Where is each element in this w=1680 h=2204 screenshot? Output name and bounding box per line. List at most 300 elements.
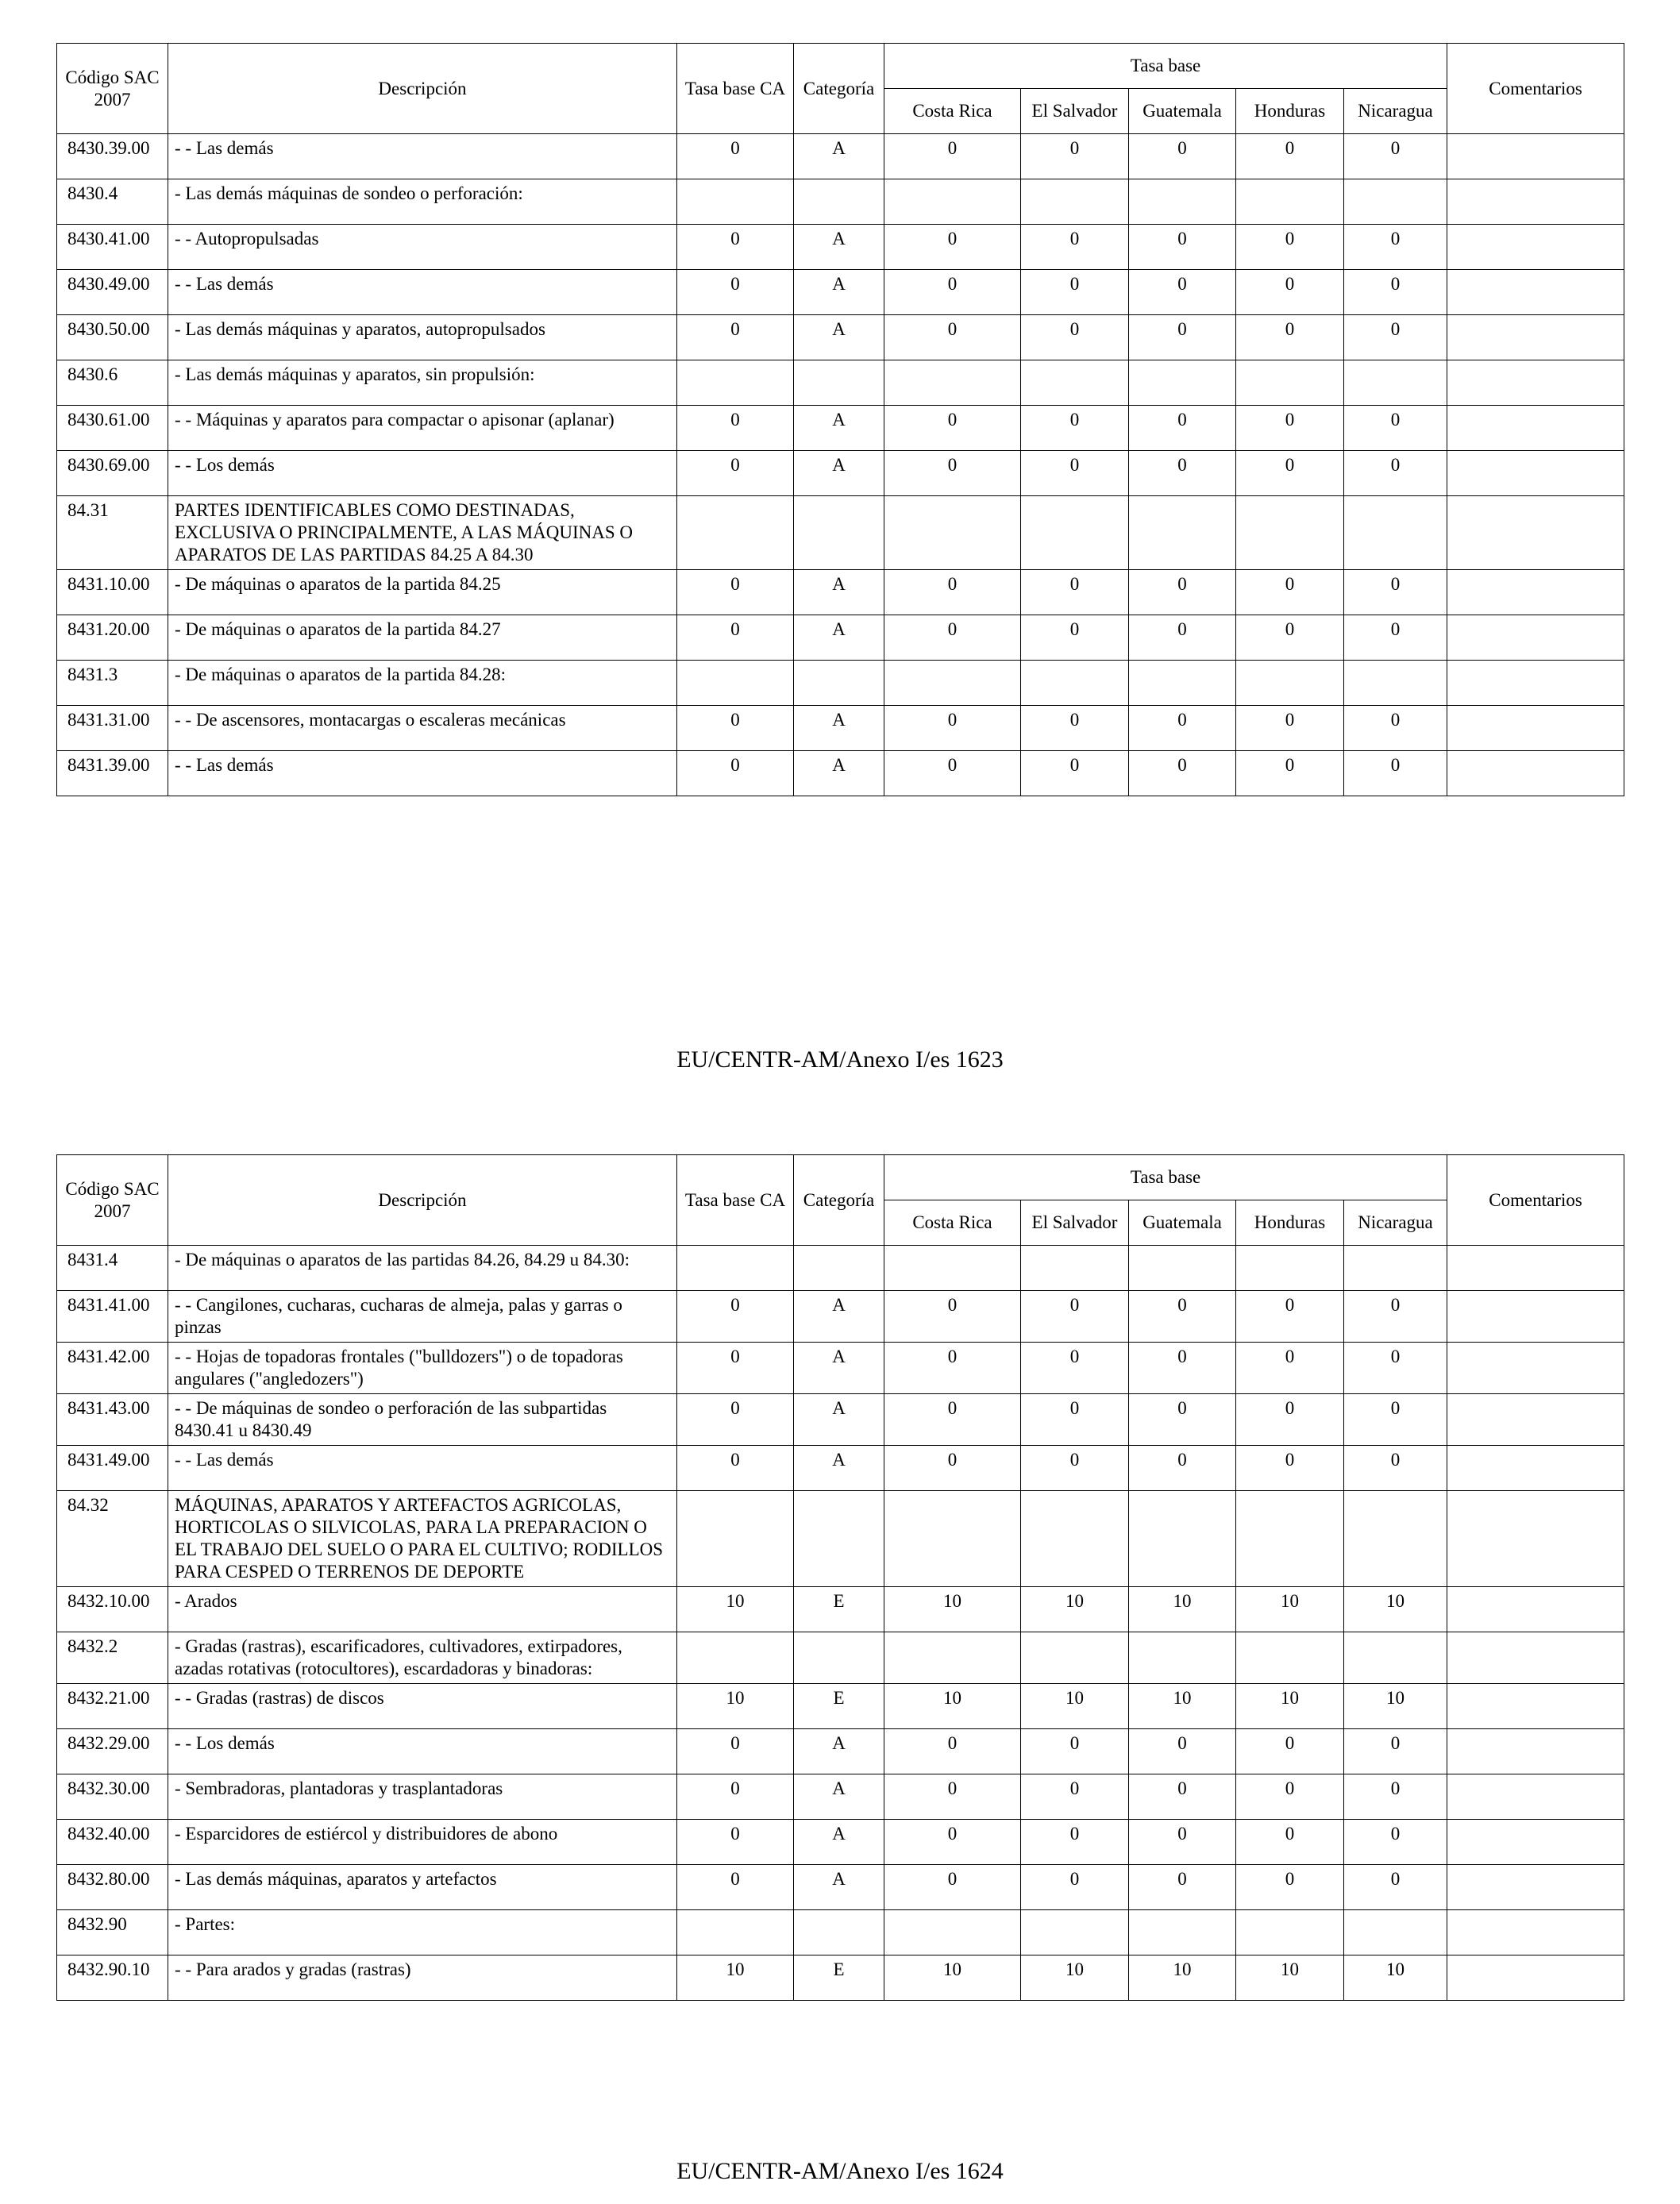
comentarios [1447, 1684, 1624, 1729]
table-row [57, 1910, 1624, 1955]
description: - - Cangilones, cucharas, cucharas de almeja, palas y garras o pinzas [168, 1291, 677, 1343]
table-row [57, 751, 1624, 796]
tariff-code: 8430.41.00 [57, 225, 168, 270]
categoria: E [794, 1955, 884, 2001]
table-row [57, 496, 1624, 570]
tasa-base-ca [677, 1246, 794, 1291]
table-row [57, 1820, 1624, 1865]
tariff-code: 8431.41.00 [57, 1291, 168, 1343]
rate-el-salvador: 0 [1021, 134, 1129, 179]
rate-honduras: 0 [1236, 706, 1344, 751]
tariff-code: 8431.4 [57, 1246, 168, 1291]
table-row [57, 1491, 1624, 1587]
description: - - De ascensores, montacargas o escaleras mecánicas [168, 706, 677, 751]
rate-honduras [1236, 179, 1344, 225]
comentarios [1447, 1446, 1624, 1491]
rate-el-salvador [1021, 1246, 1129, 1291]
rate-guatemala: 0 [1129, 1729, 1236, 1774]
categoria: A [794, 1729, 884, 1774]
rate-el-salvador: 0 [1021, 1774, 1129, 1820]
comentarios [1447, 661, 1624, 706]
rate-honduras: 0 [1236, 1343, 1344, 1394]
comentarios [1447, 1291, 1624, 1343]
rate-costa-rica: 0 [884, 225, 1021, 270]
header-codigo: Código SAC 2007 [57, 1155, 168, 1246]
tasa-base-ca: 0 [677, 1446, 794, 1491]
rate-costa-rica: 0 [884, 615, 1021, 661]
page-footer-1623: EU/CENTR-AM/Anexo I/es 1623 [676, 1046, 1004, 1073]
tariff-code: 8431.42.00 [57, 1343, 168, 1394]
comentarios [1447, 570, 1624, 615]
rate-costa-rica [884, 360, 1021, 406]
rate-nicaragua [1344, 1632, 1447, 1684]
page-footer-1624: EU/CENTR-AM/Anexo I/es 1624 [676, 2158, 1004, 2184]
description: - Sembradoras, plantadoras y trasplantadoras [168, 1774, 677, 1820]
categoria: A [794, 1446, 884, 1491]
rate-guatemala: 0 [1129, 570, 1236, 615]
description: MÁQUINAS, APARATOS Y ARTEFACTOS AGRICOLAS, HORTICOLAS O SILVICOLAS, PARA LA PREPARACION O EL TRABAJO DEL SUELO O PARA EL CULTIVO; RODILLOS PARA CESPED O TERRENOS DE DEPORTE [168, 1491, 677, 1587]
tariff-code: 8432.21.00 [57, 1684, 168, 1729]
description: - - Las demás [168, 751, 677, 796]
table-row [57, 570, 1624, 615]
tariff-code: 8431.49.00 [57, 1446, 168, 1491]
tariff-code: 8430.49.00 [57, 270, 168, 315]
header-guatemala: Guatemala [1129, 1200, 1236, 1246]
description: - De máquinas o aparatos de la partida 84.27 [168, 615, 677, 661]
rate-el-salvador: 0 [1021, 1343, 1129, 1394]
rate-nicaragua [1344, 360, 1447, 406]
rate-nicaragua: 0 [1344, 134, 1447, 179]
tariff-code: 84.31 [57, 496, 168, 570]
tasa-base-ca [677, 1491, 794, 1587]
table-row [57, 406, 1624, 451]
rate-guatemala: 0 [1129, 134, 1236, 179]
categoria [794, 179, 884, 225]
tasa-base-ca: 0 [677, 270, 794, 315]
rate-el-salvador: 0 [1021, 706, 1129, 751]
tariff-code: 8432.10.00 [57, 1587, 168, 1632]
categoria: A [794, 1865, 884, 1910]
table-row [57, 315, 1624, 360]
rate-honduras [1236, 1910, 1344, 1955]
rate-el-salvador [1021, 360, 1129, 406]
description: - - Gradas (rastras) de discos [168, 1684, 677, 1729]
comentarios [1447, 360, 1624, 406]
rate-guatemala: 0 [1129, 451, 1236, 496]
rate-honduras [1236, 661, 1344, 706]
tariff-code: 8432.40.00 [57, 1820, 168, 1865]
rate-nicaragua: 0 [1344, 1865, 1447, 1910]
rate-nicaragua: 10 [1344, 1955, 1447, 2001]
rate-honduras [1236, 1246, 1344, 1291]
table-row [57, 225, 1624, 270]
rate-costa-rica [884, 1491, 1021, 1587]
rate-honduras: 0 [1236, 1446, 1344, 1491]
tariff-code: 8431.3 [57, 661, 168, 706]
tariff-table-2 [56, 1154, 1624, 2001]
rate-honduras [1236, 496, 1344, 570]
rate-nicaragua: 0 [1344, 1394, 1447, 1446]
rate-honduras [1236, 1491, 1344, 1587]
rate-nicaragua [1344, 661, 1447, 706]
rate-costa-rica: 0 [884, 570, 1021, 615]
header-descripcion: Descripción [168, 44, 677, 134]
table-row [57, 179, 1624, 225]
categoria: A [794, 1394, 884, 1446]
comentarios [1447, 1865, 1624, 1910]
tariff-code: 8431.20.00 [57, 615, 168, 661]
tasa-base-ca [677, 360, 794, 406]
rate-costa-rica: 10 [884, 1684, 1021, 1729]
rate-costa-rica: 10 [884, 1587, 1021, 1632]
table-row [57, 1394, 1624, 1446]
table-row [57, 134, 1624, 179]
rate-nicaragua: 0 [1344, 406, 1447, 451]
description: - Esparcidores de estiércol y distribuidores de abono [168, 1820, 677, 1865]
rate-guatemala [1129, 360, 1236, 406]
description: - De máquinas o aparatos de la partida 84.25 [168, 570, 677, 615]
header-nicaragua: Nicaragua [1344, 89, 1447, 134]
rate-costa-rica: 0 [884, 406, 1021, 451]
description: PARTES IDENTIFICABLES COMO DESTINADAS, EXCLUSIVA O PRINCIPALMENTE, A LAS MÁQUINAS O APARATOS DE LAS PARTIDAS 84.25 A 84.30 [168, 496, 677, 570]
rate-nicaragua: 0 [1344, 1446, 1447, 1491]
rate-nicaragua: 0 [1344, 751, 1447, 796]
description: - Arados [168, 1587, 677, 1632]
tasa-base-ca [677, 1910, 794, 1955]
rate-guatemala: 0 [1129, 706, 1236, 751]
tasa-base-ca: 0 [677, 225, 794, 270]
tariff-code: 8431.43.00 [57, 1394, 168, 1446]
rate-guatemala: 10 [1129, 1955, 1236, 2001]
rate-honduras: 0 [1236, 751, 1344, 796]
tasa-base-ca: 0 [677, 570, 794, 615]
table-row [57, 1729, 1624, 1774]
tasa-base-ca [677, 661, 794, 706]
rate-guatemala: 0 [1129, 225, 1236, 270]
rate-guatemala: 0 [1129, 1343, 1236, 1394]
header-costa-rica: Costa Rica [884, 89, 1021, 134]
rate-nicaragua: 0 [1344, 570, 1447, 615]
tasa-base-ca: 0 [677, 1291, 794, 1343]
description: - Las demás máquinas y aparatos, sin propulsión: [168, 360, 677, 406]
comentarios [1447, 1955, 1624, 2001]
table-row [57, 1446, 1624, 1491]
header-nicaragua: Nicaragua [1344, 1200, 1447, 1246]
rate-el-salvador: 0 [1021, 225, 1129, 270]
categoria: A [794, 570, 884, 615]
tasa-base-ca: 10 [677, 1955, 794, 2001]
rate-guatemala: 0 [1129, 406, 1236, 451]
table-row [57, 1291, 1624, 1343]
rate-el-salvador: 0 [1021, 315, 1129, 360]
categoria: E [794, 1587, 884, 1632]
comentarios [1447, 751, 1624, 796]
comentarios [1447, 134, 1624, 179]
header-codigo: Código SAC 2007 [57, 44, 168, 134]
header-tasa-base-ca: Tasa base CA [677, 44, 794, 134]
tasa-base-ca: 0 [677, 706, 794, 751]
rate-guatemala: 0 [1129, 751, 1236, 796]
rate-honduras: 0 [1236, 406, 1344, 451]
rate-nicaragua: 0 [1344, 1774, 1447, 1820]
rate-costa-rica: 0 [884, 751, 1021, 796]
tasa-base-ca [677, 496, 794, 570]
categoria [794, 661, 884, 706]
comentarios [1447, 315, 1624, 360]
tariff-code: 8430.39.00 [57, 134, 168, 179]
comentarios [1447, 406, 1624, 451]
rate-costa-rica [884, 661, 1021, 706]
rate-costa-rica: 0 [884, 1774, 1021, 1820]
description: - Gradas (rastras), escarificadores, cultivadores, extirpadores, azadas rotativas (rotocultores), escardadoras y binadoras: [168, 1632, 677, 1684]
tariff-code: 8430.50.00 [57, 315, 168, 360]
comentarios [1447, 496, 1624, 570]
rate-guatemala: 0 [1129, 1291, 1236, 1343]
rate-el-salvador: 0 [1021, 1446, 1129, 1491]
rate-nicaragua: 0 [1344, 315, 1447, 360]
rate-el-salvador: 10 [1021, 1587, 1129, 1632]
rate-guatemala: 0 [1129, 1446, 1236, 1491]
comentarios [1447, 1820, 1624, 1865]
categoria [794, 1632, 884, 1684]
table-row [57, 1343, 1624, 1394]
rate-costa-rica: 0 [884, 134, 1021, 179]
tariff-code: 8432.29.00 [57, 1729, 168, 1774]
rate-honduras [1236, 1632, 1344, 1684]
rate-guatemala [1129, 179, 1236, 225]
rate-nicaragua: 0 [1344, 451, 1447, 496]
rate-el-salvador: 0 [1021, 1729, 1129, 1774]
description: - Las demás máquinas y aparatos, autopropulsados [168, 315, 677, 360]
rate-costa-rica [884, 1910, 1021, 1955]
description: - - Los demás [168, 1729, 677, 1774]
rate-costa-rica: 0 [884, 706, 1021, 751]
categoria [794, 1910, 884, 1955]
rate-costa-rica [884, 496, 1021, 570]
tasa-base-ca [677, 179, 794, 225]
description: - - Las demás [168, 1446, 677, 1491]
description: - Las demás máquinas, aparatos y artefactos [168, 1865, 677, 1910]
categoria: A [794, 1820, 884, 1865]
tasa-base-ca: 0 [677, 1820, 794, 1865]
header-categoria: Categoría [794, 44, 884, 134]
categoria [794, 1491, 884, 1587]
categoria: A [794, 1343, 884, 1394]
rate-nicaragua: 0 [1344, 1291, 1447, 1343]
rate-el-salvador [1021, 179, 1129, 225]
header-tasa-base-ca: Tasa base CA [677, 1155, 794, 1246]
categoria [794, 1246, 884, 1291]
rate-guatemala: 0 [1129, 615, 1236, 661]
description: - - Autopropulsadas [168, 225, 677, 270]
rate-guatemala: 0 [1129, 1774, 1236, 1820]
rate-honduras: 0 [1236, 570, 1344, 615]
tasa-base-ca: 0 [677, 1394, 794, 1446]
description: - Las demás máquinas de sondeo o perforación: [168, 179, 677, 225]
header-tasa-base: Tasa base [884, 44, 1447, 89]
rate-el-salvador: 0 [1021, 615, 1129, 661]
header-honduras: Honduras [1236, 1200, 1344, 1246]
rate-guatemala: 10 [1129, 1587, 1236, 1632]
rate-costa-rica [884, 1632, 1021, 1684]
description: - - Hojas de topadoras frontales ("bulldozers") o de topadoras angulares ("angledozers") [168, 1343, 677, 1394]
tariff-table-1 [56, 43, 1624, 796]
description: - - Las demás [168, 270, 677, 315]
rate-el-salvador [1021, 661, 1129, 706]
rate-el-salvador [1021, 1491, 1129, 1587]
comentarios [1447, 179, 1624, 225]
rate-nicaragua: 0 [1344, 1729, 1447, 1774]
rate-guatemala: 0 [1129, 1394, 1236, 1446]
tariff-code: 8432.90.10 [57, 1955, 168, 2001]
rate-costa-rica: 10 [884, 1955, 1021, 2001]
tariff-code: 8431.31.00 [57, 706, 168, 751]
rate-honduras: 10 [1236, 1955, 1344, 2001]
table-row [57, 615, 1624, 661]
rate-guatemala [1129, 496, 1236, 570]
rate-nicaragua [1344, 1246, 1447, 1291]
tasa-base-ca: 0 [677, 751, 794, 796]
tariff-code: 8432.2 [57, 1632, 168, 1684]
description: - - Para arados y gradas (rastras) [168, 1955, 677, 2001]
comentarios [1447, 1491, 1624, 1587]
tasa-base-ca: 0 [677, 1774, 794, 1820]
rate-costa-rica: 0 [884, 1820, 1021, 1865]
rate-el-salvador: 0 [1021, 751, 1129, 796]
rate-honduras: 0 [1236, 225, 1344, 270]
table-row [57, 1865, 1624, 1910]
categoria: A [794, 751, 884, 796]
tasa-base-ca: 10 [677, 1587, 794, 1632]
table-row [57, 1632, 1624, 1684]
comentarios [1447, 1632, 1624, 1684]
table-row [57, 1684, 1624, 1729]
description: - De máquinas o aparatos de la partida 84.28: [168, 661, 677, 706]
rate-el-salvador: 0 [1021, 570, 1129, 615]
comentarios [1447, 1587, 1624, 1632]
rate-costa-rica: 0 [884, 1865, 1021, 1910]
header-el-salvador: El Salvador [1021, 89, 1129, 134]
rate-honduras: 10 [1236, 1587, 1344, 1632]
comentarios [1447, 706, 1624, 751]
tasa-base-ca: 0 [677, 615, 794, 661]
tasa-base-ca: 0 [677, 451, 794, 496]
tariff-code: 8430.6 [57, 360, 168, 406]
rate-nicaragua: 0 [1344, 270, 1447, 315]
table-row [57, 360, 1624, 406]
rate-costa-rica: 0 [884, 451, 1021, 496]
table-row [57, 661, 1624, 706]
rate-guatemala [1129, 1246, 1236, 1291]
rate-guatemala [1129, 661, 1236, 706]
comentarios [1447, 1394, 1624, 1446]
description: - - De máquinas de sondeo o perforación de las subpartidas 8430.41 u 8430.49 [168, 1394, 677, 1446]
rate-el-salvador: 0 [1021, 1820, 1129, 1865]
rate-guatemala: 0 [1129, 1865, 1236, 1910]
tariff-code: 8432.30.00 [57, 1774, 168, 1820]
rate-nicaragua: 10 [1344, 1684, 1447, 1729]
comentarios [1447, 451, 1624, 496]
description: - De máquinas o aparatos de las partidas 84.26, 84.29 u 84.30: [168, 1246, 677, 1291]
rate-el-salvador: 10 [1021, 1955, 1129, 2001]
categoria: A [794, 451, 884, 496]
description: - - Máquinas y aparatos para compactar o apisonar (aplanar) [168, 406, 677, 451]
categoria: A [794, 706, 884, 751]
comentarios [1447, 270, 1624, 315]
rate-el-salvador: 0 [1021, 406, 1129, 451]
categoria: A [794, 406, 884, 451]
rate-guatemala [1129, 1910, 1236, 1955]
tariff-code: 8430.69.00 [57, 451, 168, 496]
rate-guatemala: 0 [1129, 1820, 1236, 1865]
table-row [57, 1246, 1624, 1291]
rate-el-salvador [1021, 1632, 1129, 1684]
categoria: A [794, 134, 884, 179]
description: - - Los demás [168, 451, 677, 496]
header-comentarios: Comentarios [1447, 1155, 1624, 1246]
categoria [794, 360, 884, 406]
rate-costa-rica: 0 [884, 1394, 1021, 1446]
comentarios [1447, 225, 1624, 270]
categoria: A [794, 315, 884, 360]
description: - Partes: [168, 1910, 677, 1955]
rate-nicaragua [1344, 1910, 1447, 1955]
header-categoria: Categoría [794, 1155, 884, 1246]
rate-guatemala [1129, 1491, 1236, 1587]
header-descripcion: Descripción [168, 1155, 677, 1246]
rate-nicaragua [1344, 496, 1447, 570]
header-costa-rica: Costa Rica [884, 1200, 1021, 1246]
categoria: A [794, 615, 884, 661]
rate-nicaragua: 0 [1344, 706, 1447, 751]
comentarios [1447, 1729, 1624, 1774]
rate-el-salvador [1021, 1910, 1129, 1955]
categoria: A [794, 1774, 884, 1820]
rate-guatemala [1129, 1632, 1236, 1684]
rate-el-salvador [1021, 496, 1129, 570]
tasa-base-ca: 0 [677, 1343, 794, 1394]
tasa-base-ca: 0 [677, 406, 794, 451]
comentarios [1447, 615, 1624, 661]
rate-honduras: 0 [1236, 270, 1344, 315]
header-honduras: Honduras [1236, 89, 1344, 134]
rate-honduras: 0 [1236, 1729, 1344, 1774]
rate-honduras: 0 [1236, 134, 1344, 179]
rate-nicaragua: 0 [1344, 615, 1447, 661]
rate-el-salvador: 0 [1021, 1291, 1129, 1343]
tasa-base-ca [677, 1632, 794, 1684]
rate-guatemala: 0 [1129, 315, 1236, 360]
comentarios [1447, 1343, 1624, 1394]
rate-costa-rica [884, 179, 1021, 225]
table-row [57, 706, 1624, 751]
rate-el-salvador: 0 [1021, 270, 1129, 315]
rate-costa-rica: 0 [884, 1343, 1021, 1394]
tariff-code: 8430.4 [57, 179, 168, 225]
rate-costa-rica: 0 [884, 270, 1021, 315]
description: - - Las demás [168, 134, 677, 179]
rate-nicaragua: 0 [1344, 225, 1447, 270]
table-row [57, 1774, 1624, 1820]
rate-nicaragua: 0 [1344, 1343, 1447, 1394]
tariff-code: 84.32 [57, 1491, 168, 1587]
tasa-base-ca: 0 [677, 1865, 794, 1910]
categoria: A [794, 225, 884, 270]
rate-el-salvador: 10 [1021, 1684, 1129, 1729]
rate-nicaragua: 0 [1344, 1820, 1447, 1865]
header-tasa-base: Tasa base [884, 1155, 1447, 1200]
table-row [57, 270, 1624, 315]
